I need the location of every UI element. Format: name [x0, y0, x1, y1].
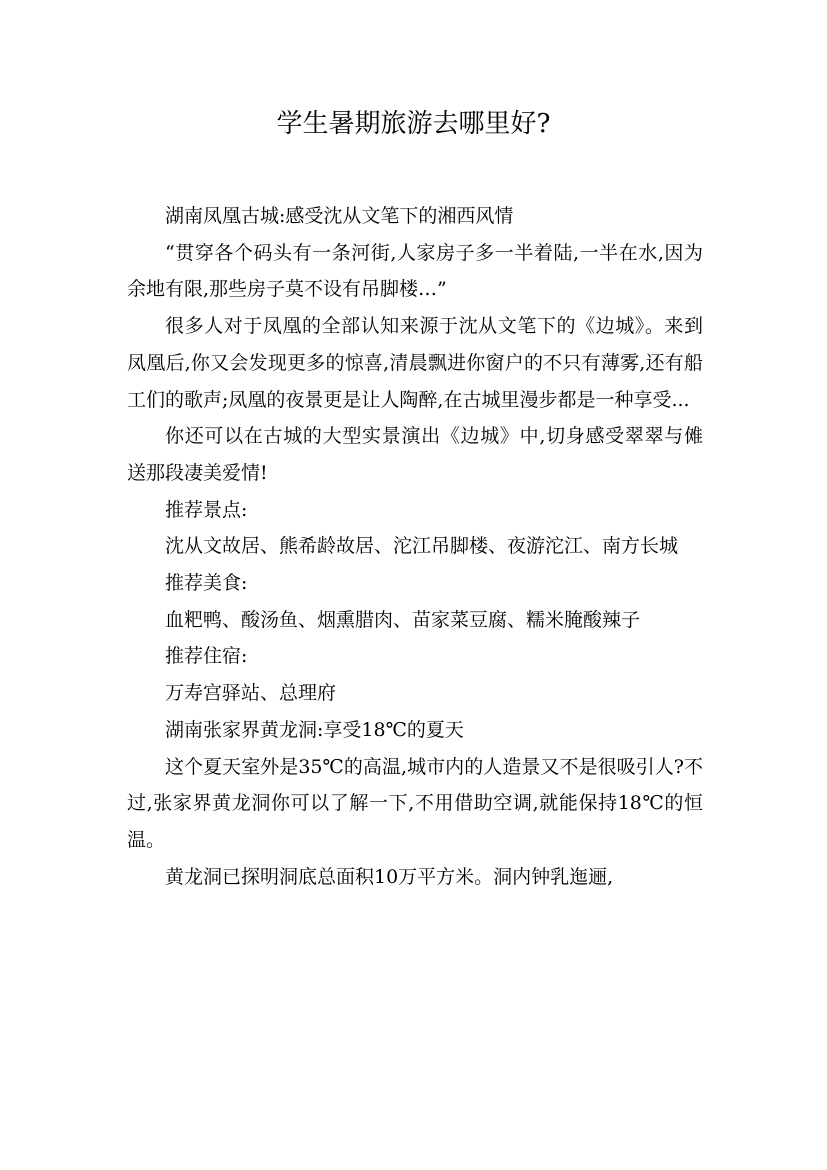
paragraph: 沈从文故居、熊希龄故居、沱江吊脚楼、夜游沱江、南方长城 — [165, 535, 679, 558]
paragraph: 推荐美食: — [165, 572, 248, 595]
paragraph: 黄龙洞已探明洞底总面积10万平方米。洞内钟乳迤逦, — [165, 865, 614, 888]
paragraph: 推荐景点: — [165, 498, 248, 521]
paragraph: 万寿宫驿站、总理府 — [165, 682, 337, 705]
paragraph: 湖南凤凰古城:感受沈从文笔下的湘西风情 — [165, 205, 514, 227]
paragraph: 这个夏天室外是35℃的高温,城市内的人造景又不是很吸引人?不过,张家界黄龙洞你可以了解一下,不用借助空调,就能保持18℃的恒温。 — [127, 755, 703, 851]
paragraph: 很多人对于凤凰的全部认知来源于沈从文笔下的《边城》。来到凤凰后,你又会发现更多的惊喜,清晨飘进你窗户的不只有薄雾,还有船工们的歌声;凤凰的夜景更是让人陶醉,在古城里漫步都是一种享受... — [127, 315, 703, 411]
paragraph: 推荐住宿: — [165, 645, 248, 668]
paragraph: 你还可以在古城的大型实景演出《边城》中,切身感受翠翠与傩送那段凄美爱情! — [127, 425, 703, 484]
document-title: 学生暑期旅游去哪里好? — [276, 109, 551, 139]
paragraph: “贯穿各个码头有一条河街,人家房子多一半着陆,一半在水,因为余地有限,那些房子莫不设有吊脚楼…” — [127, 241, 703, 301]
document-body — [127, 198, 703, 895]
paragraph: 血粑鸭、酸汤鱼、烟熏腊肉、苗家菜豆腐、糯米腌酸辣子 — [165, 608, 641, 631]
paragraph: 湖南张家界黄龙洞:享受18℃的夏天 — [165, 718, 464, 741]
